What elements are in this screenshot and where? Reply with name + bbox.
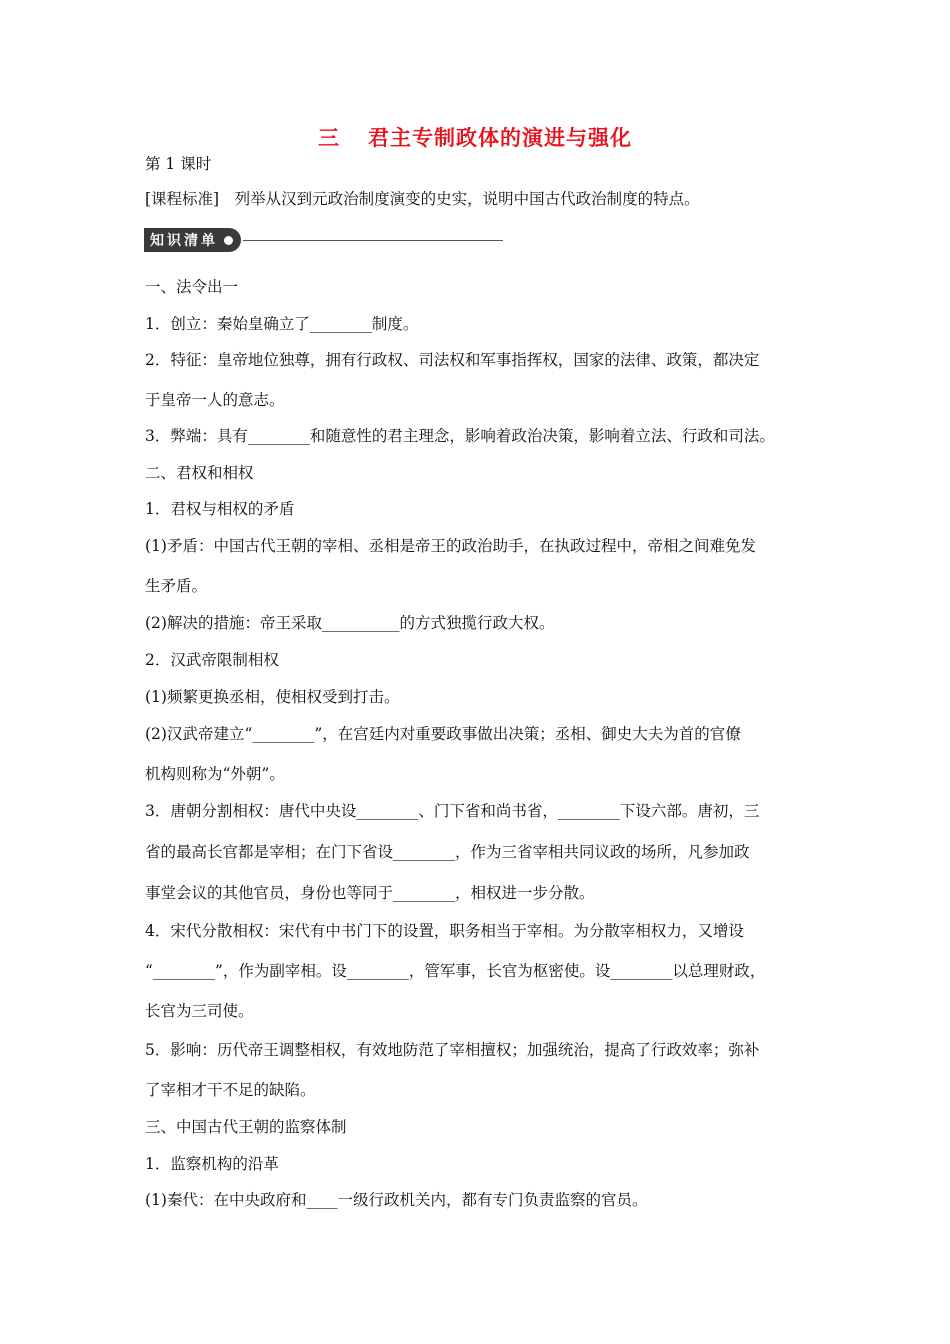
text-line: 4．宋代分散相权：宋代有中书门下的设置，职务相当于宰相。为分散宰相权力，又增设 <box>145 922 744 940</box>
text-line: 事堂会议的其他官员，身份也等同于________，相权进一步分散。 <box>145 884 595 902</box>
banner-label <box>144 228 241 252</box>
text-line: 三、中国古代王朝的监察体制 <box>145 1118 347 1136</box>
text-line: (1)矛盾：中国古代王朝的宰相、丞相是帝王的政治助手，在执政过程中，帝相之间难免发 <box>145 537 756 555</box>
banner-text: 知识清单 <box>150 233 218 249</box>
title-text: 君主专制政体的演进与强化 <box>368 125 632 150</box>
text-line: 1．君权与相权的矛盾 <box>145 500 295 518</box>
text-line: 3．唐朝分割相权：唐代中央设________、门下省和尚书省，________下设六部。唐初，三 <box>145 802 760 820</box>
text-line: 生矛盾。 <box>145 577 208 595</box>
text-line: 了宰相才干不足的缺陷。 <box>145 1081 316 1099</box>
text-line: “________”，作为副宰相。设________，管军事，长官为枢密使。设________以总理财政， <box>145 962 766 980</box>
lesson-label: 第 1 课时 <box>145 155 212 173</box>
text-line: 3．弊端：具有________和随意性的君主理念，影响着政治决策，影响着立法、行政和司法。 <box>145 427 775 445</box>
text-line: (1)秦代：在中央政府和____一级行政机关内，都有专门负责监察的官员。 <box>145 1191 648 1209</box>
text-line: 2．汉武帝限制相权 <box>145 651 279 669</box>
text-line: 一、法令出一 <box>145 278 239 296</box>
text-line: (2)汉武帝建立“________”，在宫廷内对重要政事做出决策；丞相、御史大夫为首的官僚 <box>145 725 741 743</box>
title-number: 三 <box>318 125 340 150</box>
text-line: 2．特征：皇帝地位独尊，拥有行政权、司法权和军事指挥权，国家的法律、政策，都决定 <box>145 351 760 369</box>
text-line: 机构则称为“外朝”。 <box>145 765 285 783</box>
text-line: 1．创立：秦始皇确立了________制度。 <box>145 315 419 333</box>
dot-icon <box>224 236 233 245</box>
banner-rule <box>243 240 503 241</box>
text-line: 省的最高长官都是宰相；在门下省设________，作为三省宰相共同议政的场所，凡参加政 <box>145 843 750 861</box>
text-line: 1．监察机构的沿革 <box>145 1155 279 1173</box>
text-line: (1)频繁更换丞相，使相权受到打击。 <box>145 688 400 706</box>
text-line: 长官为三司使。 <box>145 1002 254 1020</box>
curriculum-standard: [课程标准] 列举从汉到元政治制度演变的史实，说明中国古代政治制度的特点。 <box>145 190 700 208</box>
text-line: 二、君权和相权 <box>145 464 254 482</box>
page-title <box>0 122 950 152</box>
text-line: 5．影响：历代帝王调整相权，有效地防范了宰相擅权；加强统治，提高了行政效率；弥补 <box>145 1041 760 1059</box>
section-banner <box>144 228 503 252</box>
text-line: (2)解决的措施：帝王采取__________的方式独揽行政大权。 <box>145 614 555 632</box>
text-line: 于皇帝一人的意志。 <box>145 391 285 409</box>
